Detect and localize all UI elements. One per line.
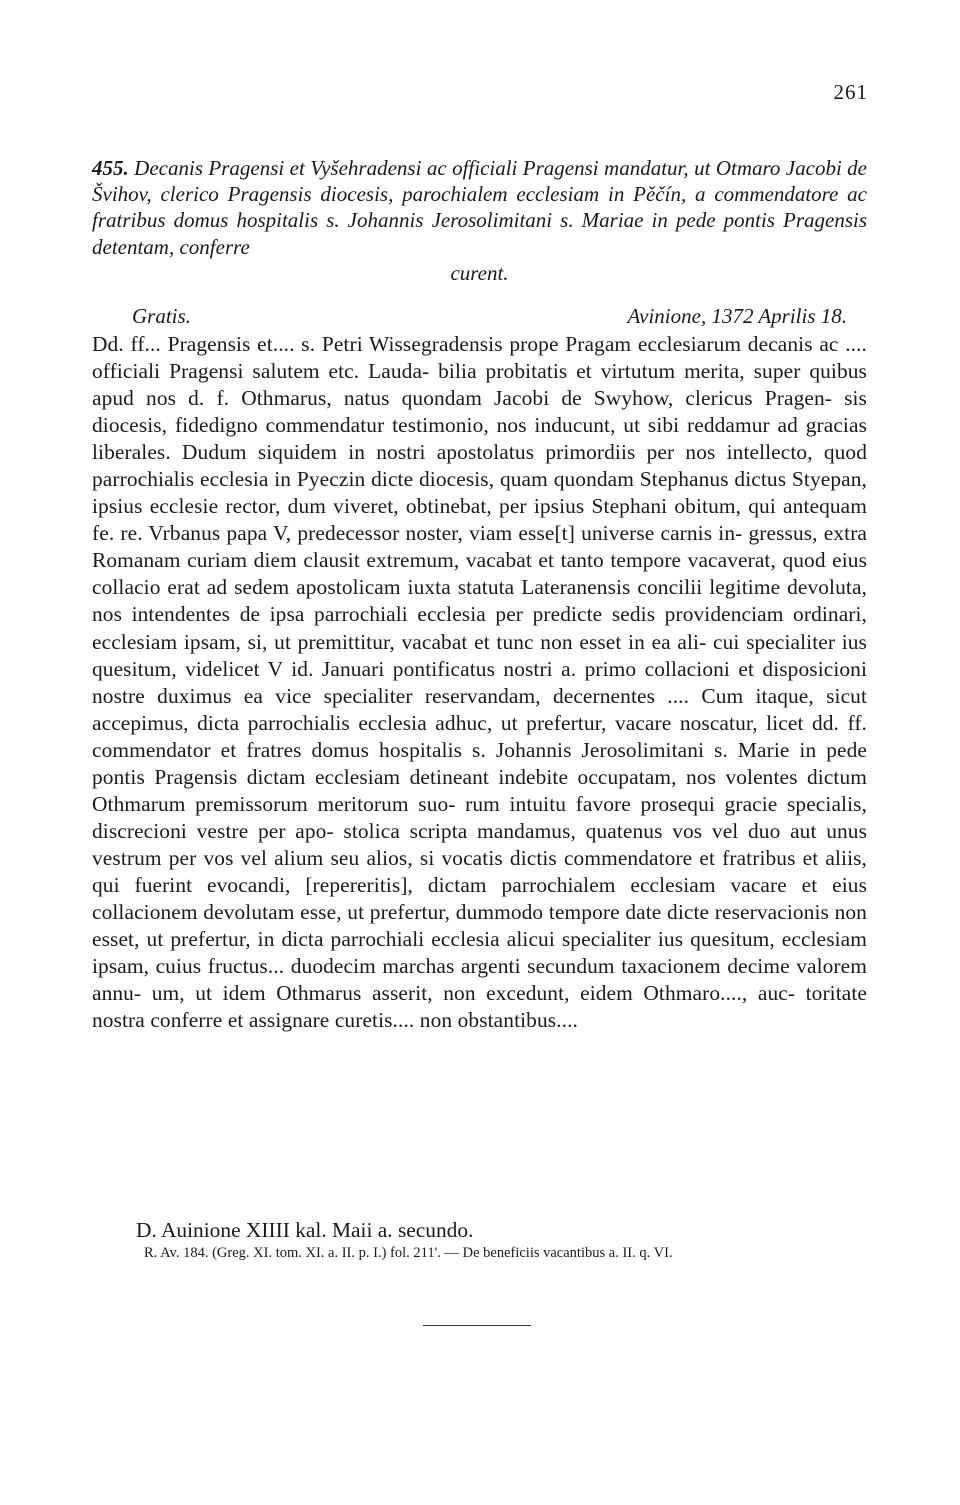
letter-body (92, 331, 867, 1034)
body-line: parrochialis ecclesia adhuc, ut prefertur, vacare noscatur, licet dd. ff. (247, 710, 868, 735)
separator-rule (423, 1325, 531, 1326)
body-line: iuxta statuta Lateranensis concilii legitime devoluta, nos intendentes (92, 575, 867, 627)
place-date: Avinione, 1372 Aprilis 18. (627, 304, 847, 328)
body-line: Dd. ff... Pragensis et.... s. Petri Wissegradensis prope Pragam (92, 332, 632, 356)
body-line: toritate nostra conferre et assignare curetis.... non obstantibus.... (92, 981, 867, 1033)
document-number: 455. (92, 156, 129, 180)
regest-last-line: curent. (450, 260, 509, 285)
body-line: Othmarus, natus quondam Jacobi de Swyhow, clericus Pragen- (241, 386, 833, 411)
gratis-label: Gratis. (132, 304, 191, 328)
regest-summary (92, 155, 867, 286)
body-line: rum intuitu favore prosequi gracie specialis, discrecioni vestre per apo- (92, 791, 867, 843)
regest-line: ecclesiam in Pěčín, a commendatore ac fratribus domus hospitalis s. Johannis (92, 182, 868, 233)
body-line: cui specialiter ius quesitum, videlicet V id. Januari pontificatus nostri (92, 629, 867, 681)
body-line: tanto tempore vacaverat, quod eius collacio erat ad sedem apostolicam (92, 548, 867, 600)
footnote (92, 1243, 867, 1264)
body-line: dum viveret, obtinebat, per ipsius Stephani obitum, qui antequam fe. re. (92, 494, 868, 546)
body-line: stolica scripta mandamus, quatenus vos vel duo aut unus vestrum per (92, 818, 868, 870)
body-line: ecclesiam ipsam, si, ut premittitur, vacabat et tunc non esset in ea ali- (92, 629, 707, 654)
dating-clause: D. Auinione XIIII kal. Maii a. secundo. (136, 1218, 474, 1242)
body-line: gressus, extra Romanam curiam diem clausit extremum, vacabat et (92, 521, 868, 573)
body-line: ecclesia alicui specialiter ius quesitum, ecclesiam ipsam, cuius fructus... (92, 927, 868, 979)
page-number: 261 (833, 80, 868, 104)
body-line: Vrbanus papa V, predecessor noster, viam esse[t] universe carnis in- (148, 521, 743, 546)
body-line: occupatam, nos volentes dictum Othmarum premissorum meritorum suo- (92, 764, 867, 816)
body-line: vacare et eius collacionem devolutam esse, ut prefertur, dummodo tempore (92, 872, 867, 924)
body-line: a. primo collacioni et disposicioni nostre duximus ea vice specialiter (92, 656, 868, 708)
body-line: commendator et fratres domus hospitalis s. Johannis Jerosolimitani (92, 737, 705, 762)
body-line: diocesis, quam quondam Stephanus dictus Styepan, ipsius ecclesie rector, (92, 467, 867, 519)
footnote-line: R. Av. 184. (Greg. XI. tom. XI. a. II. p. I.) fol. 211'. — De beneficiis vacantibus (144, 1245, 606, 1261)
body-line: sis diocesis, fidedigno commendatur testimonio, nos inducunt, ut sibi (92, 386, 867, 438)
footnote-line: a. II. q. VI. (608, 1245, 673, 1261)
body-line: aliis, qui fuerint evocandi, [repereritis], dictam parrochialem ecclesiam (92, 845, 867, 897)
gratis-row (92, 303, 867, 329)
body-line: um, ut idem Othmarus asserit, non excedunt, eidem Othmaro...., auc- (151, 981, 796, 1006)
body-line: primordiis per nos intellecto, quod parrochialis ecclesia in Pyeczin dicte (92, 440, 868, 492)
regest-line: ut Otmaro Jacobi de Švihov, clerico Pragensis diocesis, parochialem (92, 156, 868, 207)
regest-line: Decanis Pragensi et Vyšehradensi ac officiali Pragensi mandatur, (134, 156, 689, 180)
body-line: reddamur ad gracias liberales. Dudum siquidem in nostri apostolatus (92, 413, 867, 465)
body-line: bilia probitatis et virtutum merita, super quibus apud nos d. f. (92, 359, 867, 411)
body-line: ecclesiarum decanis ac .... officiali Pragensi salutem etc. Lauda- (92, 332, 868, 384)
body-line: de ipsa parrochiali ecclesia per predicte sedis providenciam ordinari, (239, 602, 868, 627)
body-line: vos vel alium seu alios, si vocatis dictis commendatore et fratribus et (203, 845, 819, 870)
regest-line: Jerosolimitani s. Mariae in pede pontis Pragensis detentam, conferre (92, 208, 868, 259)
body-line: s. Marie in pede pontis Pragensis dictam ecclesiam detineant indebite (92, 737, 867, 789)
body-line: duodecim marchas argenti secundum taxacionem decime valorem annu- (92, 954, 867, 1006)
body-line: reservandam, decernentes .... Cum itaque, sicut accepimus, dicta (92, 683, 868, 735)
body-line: date dicte reservacionis non esset, ut prefertur, in dicta parrochiali (92, 899, 867, 952)
